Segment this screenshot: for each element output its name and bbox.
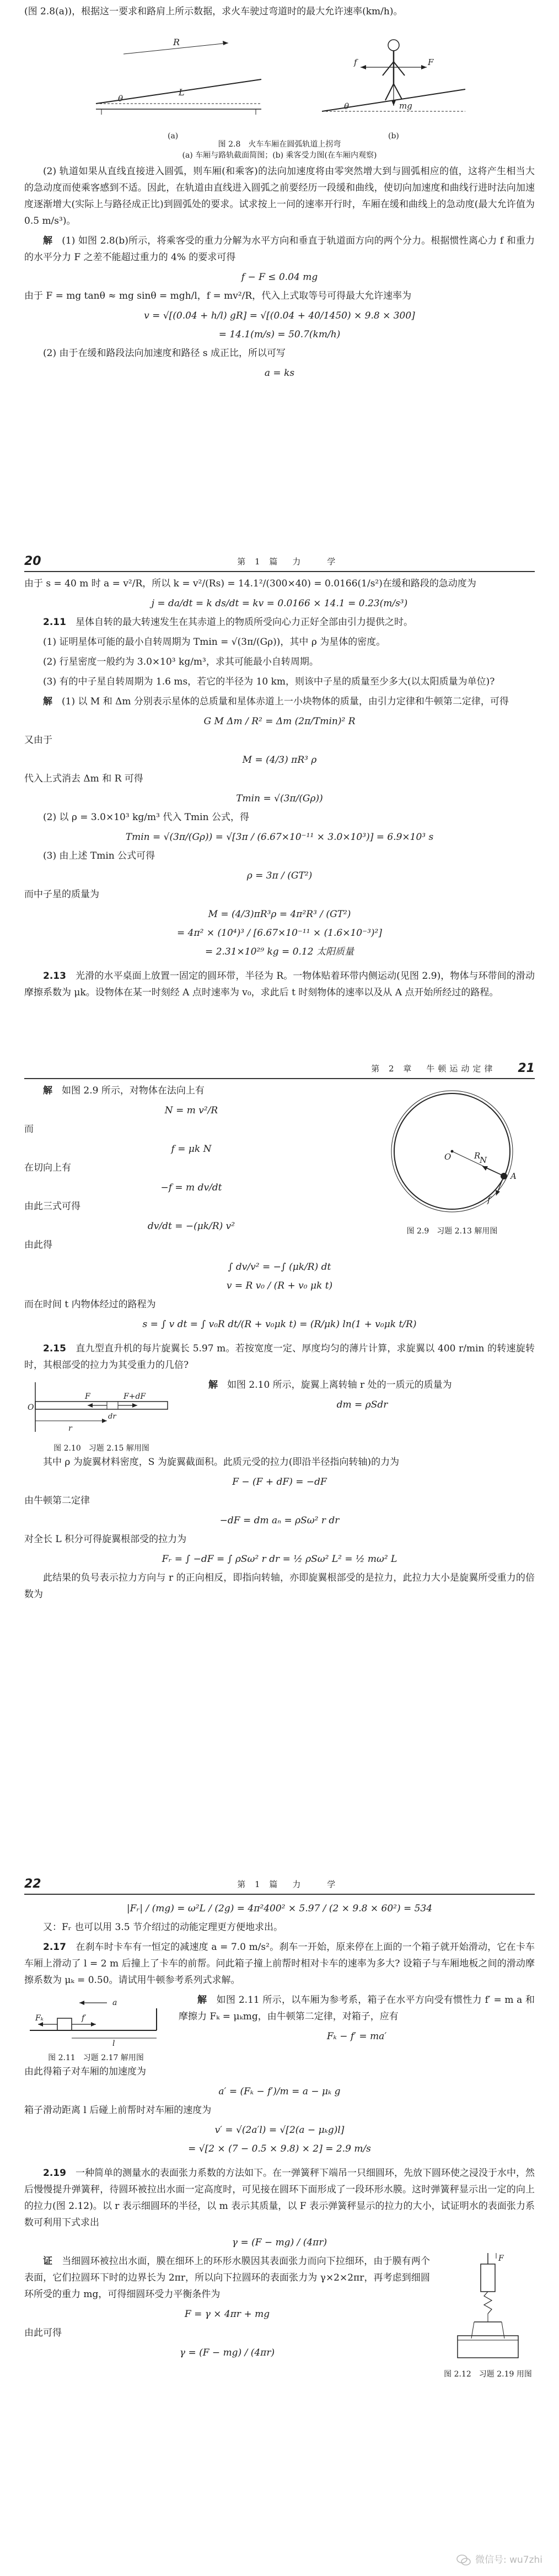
solution-label: 解 — [43, 1085, 52, 1096]
problem-text: 直九型直升机的每片旋翼长 5.97 m。若按宽度一定、厚度均匀的薄片计算，求旋翼以 400 r/min 的转速旋转时，其根部受的拉力为其受重力的几倍? — [24, 1343, 535, 1371]
equation-tangential: −f = m dv/dt — [160, 1182, 222, 1193]
figure-2-9-caption: 图 2.9 习题 2.13 解用图 — [406, 1227, 498, 1236]
text-accel: 由此得箱子对车厢的加速度为 — [24, 2066, 146, 2077]
watermark — [456, 2552, 542, 2568]
equation-tmin: Tmin = √(3π/(Gρ)) — [236, 793, 323, 804]
equation-rho: ρ = 3π / (GT²) — [246, 870, 313, 881]
solution-part-1: (1) 如图 2.8(b)所示，将乘客受的重力分解为水平方向和垂直于轨道面方向的两个分力。根据惯性离心力 f 和重力的水平分力 F 之差不能超过重力的 4% 的要求可得 — [24, 235, 535, 263]
equation-3: a = ks — [264, 368, 295, 379]
equation-gravity: G M Δm / R² = Δm (2π/Tmin)² R — [203, 716, 356, 727]
fig2-r: r — [68, 1424, 72, 1433]
solution-text: 如图 2.10 所示，旋翼上离转轴 r 处的一质元的质量为 — [227, 1379, 452, 1391]
problem-number: 2.17 — [43, 1942, 66, 1953]
solution-label: 解 — [208, 1379, 218, 1391]
figure-2-10-diagram — [24, 1377, 179, 1437]
figure-2-12-diagram — [441, 2253, 535, 2363]
text-tangential: 在切向上有 — [24, 1162, 71, 1173]
equation-neutron-3: = 2.31×10²⁹ kg = 0.12 太阳质量 — [205, 946, 354, 957]
figure-2-9 — [369, 1082, 535, 1257]
equation-normal: N = m v²/R — [164, 1105, 218, 1116]
fig-a-theta: θ — [118, 94, 123, 104]
figure-2-11 — [24, 1992, 168, 2063]
equation-integral: ∫ dv/v² = −∫ (μk/R) dt — [228, 1262, 331, 1273]
equation-distance: s = ∫ v dt = ∫ v₀R dt/(R + v₀μk t) = (R/μk) ln(1 + v₀μk t/R) — [142, 1319, 417, 1330]
chapter-title: 第 1 篇 力 学 — [237, 557, 339, 567]
text-newton: 由牛顿第二定律 — [24, 1495, 90, 1506]
fig-Fk: Fₖ — [35, 2014, 44, 2023]
text-combine: 由此三式可得 — [24, 1201, 80, 1212]
fig2-dr: dr — [108, 1413, 116, 1421]
fig-b-label: (b) — [388, 132, 399, 141]
problem-number: 2.19 — [43, 2168, 66, 2179]
fig-f: f′ — [82, 2014, 87, 2023]
question-2: (2) 行星密度一般约为 3.0×10³ kg/m³，求其可能最小自转周期。 — [43, 656, 319, 667]
equation-1: f − F ≤ 0.04 mg — [241, 272, 318, 283]
problem-text: 在刹车时卡车有一恒定的减速度 a = 7.0 m/s²。刹车一开始，原来停在上面的一个箱子就开始滑动，它在卡车车厢上滑动了 l = 2 m 后撞上了卡车的前帮。问此箱子撞上前帮时相对卡车的速率为多大? 设箱子与车厢地板之间的滑动摩擦系数为 μₖ = 0.50。请试用牛顿参考系列式求解。 — [24, 1942, 535, 1986]
wechat-icon — [456, 2554, 471, 2566]
text-also: 又由于 — [24, 735, 52, 746]
jerk-text: 由于 s = 40 m 时 a = v²/R，所以 k = v²/(Rs) = 14.1²/(300×40) = 0.0166(1/s²)在缓和路段的急动度为 — [24, 578, 476, 589]
text-integrate: 对全长 L 积分可得旋翼根部受的拉力为 — [24, 1534, 187, 1545]
text-and: 而 — [24, 1124, 34, 1135]
section-problem-2-17 — [24, 1898, 535, 2380]
figure-2-9-diagram — [369, 1082, 535, 1220]
proof-label: 证 — [43, 2256, 53, 2267]
equation-velocity: v = R v₀ / (R + v₀ μk t) — [226, 1280, 333, 1291]
section-problem-2-9 — [24, 3, 535, 384]
figure-2-8-caption: 图 2.8 火车车厢在圆弧轨道上拐弯 — [218, 140, 341, 149]
fig2-O: O — [28, 1403, 34, 1412]
fig2-F: F — [498, 2254, 504, 2263]
chapter-title: 第 1 篇 力 学 — [237, 1879, 339, 1889]
fig-a-R: R — [173, 37, 180, 47]
figure-2-8-a — [90, 26, 272, 120]
figure-2-12-caption: 图 2.12 习题 2.19 用图 — [444, 2370, 532, 2379]
problem-intro: (图 2.8(a))，根据这一要求和路肩上所示数据，求火车驶过弯道时的最大允许速率(km/h)。 — [24, 6, 403, 17]
solution-text-3: 此结果的负号表示拉力方向与 r 的正向相反，即指向转轴，亦即旋翼根部受的是拉力，此拉力大小是旋翼所受重力的倍数为 — [24, 1572, 535, 1600]
equation-balance: F = γ × 4πr + mg — [184, 2309, 270, 2320]
problem-number: 2.15 — [43, 1343, 66, 1354]
proof-text: 当细圆环被拉出水面，膜在细环上的环形水膜因其表面张力而向下拉细环，由于膜有两个表面，它们拉圆环下时的边界长为 2πr，所以向下拉圆环的表面张力为 γ×2×2πr，再考虑到细圆环所受的重力 mg，可得细圆环受力平衡条件为 — [24, 2256, 430, 2300]
text-neutron-mass: 而中子星的质量为 — [24, 889, 99, 900]
figure-2-11-diagram — [24, 1992, 168, 2047]
section-problem-2-11 — [24, 575, 535, 1004]
solution-label: 解 — [197, 1995, 207, 2006]
figure-2-12 — [441, 2253, 535, 2380]
equation-velocity-2: = √[2 × (7 − 0.5 × 9.8) × 2] = 2.9 m/s — [188, 2143, 371, 2154]
fig-label-N: N — [480, 1155, 487, 1165]
equation-neutron-2: = 4π² × (10⁴)³ / [6.67×10⁻¹¹ × (1.6×10⁻³)²] — [177, 928, 382, 939]
equation-tmin-value: Tmin = √(3π/(Gρ)) = √[3π / (6.67×10⁻¹¹ × 3.0×10³)] = 6.9×10³ s — [125, 832, 434, 843]
fig2-F: F — [85, 1392, 90, 1401]
fig-b-mg: mg — [399, 101, 412, 111]
equation-velocity-1: v′ = √(2a′l) = √[2(a − μₖg)l] — [214, 2125, 345, 2136]
page-number: 20 — [24, 554, 41, 568]
figure-2-10-caption: 图 2.10 习题 2.15 解用图 — [53, 1444, 149, 1453]
question-1: (1) 证明星体可能的最小自转周期为 Tmin = √(3π/(Gρ))，其中 ρ 为星体的密度。 — [43, 637, 386, 648]
solution-label: 解 — [43, 696, 52, 707]
equation-mass: M = (4/3) πR³ ρ — [242, 755, 317, 766]
equation-2a: v = √[(0.04 + h/l) gR] = √[(0.04 + 40/1450) × 9.8 × 300] — [144, 310, 415, 321]
question-3: (3) 有的中子星自转周期为 1.6 ms，若它的半径为 10 km，则该中子星的质量至少多大(以太阳质量为单位)? — [43, 676, 495, 687]
fig-l: l — [112, 2039, 115, 2047]
fig-b-F: F — [428, 57, 434, 67]
fig-label-A: A — [510, 1171, 517, 1181]
equation-newton-box: Fₖ − f′ = ma′ — [326, 2031, 387, 2042]
problem-text: 光滑的水平桌面上放置一固定的圆环带，半径为 R。一物体贴着环带内侧运动(见图 2.9)，物体与环带间的滑动摩擦系数为 μk。设物体在某一时刻经 A 点时速率为 v₀，求此后 t 时刻物体的速率以及从 A 点开始所经过的路程。 — [24, 971, 535, 998]
solution-text: 如图 2.11 所示，以车厢为参考系，箱子在水平方向受有惯性力 f′ = m a 和摩擦力 Fₖ = μₖmg，由牛顿第二定律，对箱子，应有 — [179, 1995, 535, 2022]
solution-part-3: (3) 由上述 Tmin 公式可得 — [43, 850, 155, 861]
solution-label: 解 — [43, 235, 53, 246]
problem-number: 2.11 — [43, 617, 66, 628]
page-header-22 — [24, 1874, 535, 1895]
text-substitute: 代入上式消去 Δm 和 R 可得 — [24, 773, 143, 784]
equation-newton: −dF = dm aₙ = ρSω² r dr — [219, 1515, 340, 1526]
page-number: 22 — [24, 1877, 41, 1891]
solution-text-2: 其中 ρ 为旋翼材料密度，S 为旋翼截面积。此质元受的拉力(即沿半径指向转轴)的力为 — [43, 1457, 400, 1468]
solution-text: 如图 2.9 所示，对物体在法向上有 — [62, 1085, 205, 1096]
equation-surface-tension: γ = (F − mg) / (4πr) — [232, 2237, 327, 2248]
figure-2-11-caption: 图 2.11 习题 2.17 解用图 — [48, 2054, 144, 2062]
text-thus: 由此可得 — [24, 2327, 62, 2338]
problem-text: 星体自转的最大转速发生在其赤道上的物质所受向心力正好全部由引力提供之时。 — [75, 617, 413, 628]
figure-2-10 — [24, 1377, 179, 1454]
fig-b-theta: θ — [344, 101, 350, 111]
page-header-20 — [24, 551, 535, 572]
note-text: 又：Fᵣ 也可以用 3.5 节介绍过的动能定理更方便地求出。 — [43, 1922, 283, 1933]
fig-label-R: R — [474, 1151, 481, 1161]
fig-label-O: O — [444, 1152, 452, 1162]
equation-neutron-1: M = (4/3)πR³ρ = 4π²R³ / (GT²) — [208, 909, 351, 920]
chapter-title: 第 2 章 牛顿运动定律 — [371, 1064, 496, 1074]
solution-part-2: (2) 以 ρ = 3.0×10³ kg/m³ 代入 Tmin 公式，得 — [43, 812, 249, 823]
equation-tension: Fᵣ = ∫ −dF = ∫ ρSω² r dr = ½ ρSω² L² = ½ mω² L — [162, 1554, 397, 1565]
figure-2-8-b — [311, 23, 476, 128]
fig-label-f: f — [487, 1195, 491, 1205]
section-problem-2-13-solution — [24, 1082, 535, 1606]
equation-accel: a′ = (Fₖ − f′)/m = a − μₖ g — [218, 2086, 341, 2097]
equation-ratio: |Fᵣ| / (mg) = ω²L / (2g) = 4π²400² × 5.97 / (2 × 9.8 × 60²) = 534 — [126, 1903, 433, 1914]
page-header-21 — [24, 1058, 535, 1079]
problem-part-2: (2) 轨道如果从直线直接进入圆弧，则车厢(和乘客)的法向加速度将由零突然增大到与圆弧相应的值，这将产生相当大的急动度而使乘客感到不适。因此，在轨道由直线进入圆弧之前要经历一段缓和曲线，使切向加速度和曲线行进时法向加速度逐渐增大(实际上与路径成正比)到圆弧处的要求。试求按上一问的速率开行时，车厢在缓和曲线上的急动度(最大允许值为 0.5 m/s³)。 — [24, 166, 535, 227]
equation-result: γ = (F − mg) / (4πr) — [179, 2347, 275, 2358]
watermark-text: 微信号: wu7zhi — [475, 2555, 542, 2566]
equation-2b: = 14.1(m/s) = 50.7(km/h) — [218, 329, 341, 340]
text-velocity: 箱子滑动距离 l 后碰上前帮时对车厢的速度为 — [24, 2105, 212, 2116]
equation-dvdt: dv/dt = −(μk/R) v² — [147, 1221, 235, 1232]
solution-part-1: (1) 以 M 和 Δm 分别表示星体的总质量和星体赤道上一小块物体的质量，由引力定律和牛顿第二定律，可得 — [62, 696, 509, 707]
fig2-FdF: F+dF — [123, 1392, 146, 1401]
text-distance: 而在时间 t 内物体经过的路程为 — [24, 1299, 156, 1310]
figure-2-8-subcaption: (a) 车厢与路轨截面简图；(b) 乘客受力图(在车厢内观察) — [182, 151, 377, 160]
fig-a-label: (a) — [168, 132, 179, 141]
equation-dm: dm = ρSdr — [336, 1399, 388, 1410]
problem-text: 一种简单的测量水的表面张力系数的方法如下。在一弹簧秤下端吊一只细圆环，先放下圆环使之浸没于水中，然后慢慢提升弹簧秤，待圆环被拉出水面一定高度时，可见接在圆环下面形成了一段环形水膜。这时弹簧秤显示出一定的向上的拉力(图 2.12)。以 r 表示细圆环的半径，以 m 表示其质量，以 F 表示弹簧秤显示的拉力的大小，试证明水的表面张力系数可利用下式求出 — [24, 2168, 535, 2228]
solution-part-2: (2) 由于在缓和路段法向加速度和路径 s 成正比，所以可写 — [43, 348, 286, 359]
fig-a: a — [112, 1998, 117, 2007]
problem-number: 2.13 — [43, 971, 66, 982]
figure-2-8 — [24, 23, 535, 161]
text-thus: 由此得 — [24, 1240, 52, 1251]
solution-part-1b: 由于 F = mg tanθ ≈ mg sinθ = mgh/l，f = mv²/R，代入上式取等号可得最大允许速率为 — [24, 290, 412, 301]
fig-b-f: f — [354, 57, 357, 67]
page-number: 21 — [518, 1061, 535, 1075]
fig-a-L: L — [179, 87, 185, 98]
equation-friction: f = μk N — [171, 1144, 212, 1155]
equation-dF: F − (F + dF) = −dF — [232, 1476, 327, 1488]
jerk-equation: j = da/dt = k ds/dt = kv = 0.0166 × 14.1 = 0.23(m/s³) — [151, 598, 408, 609]
